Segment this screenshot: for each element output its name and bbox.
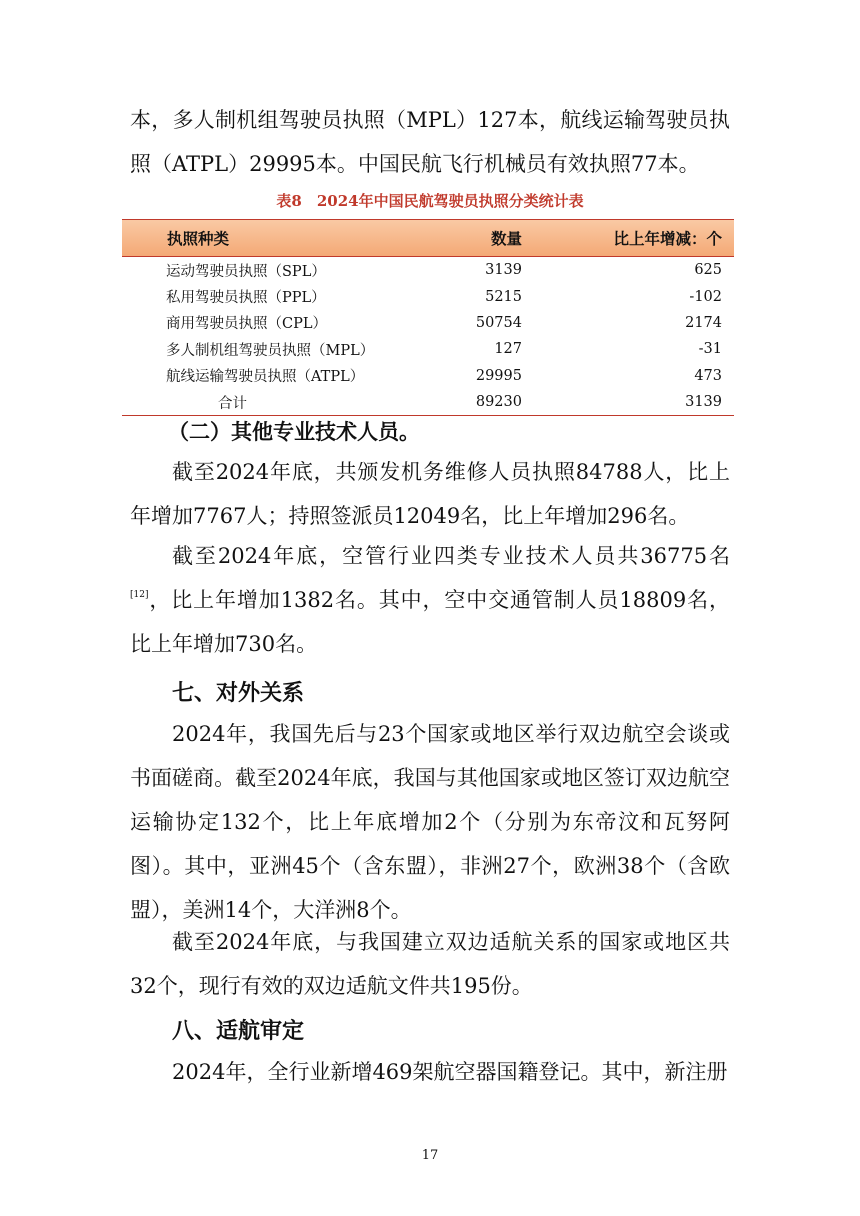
cell-total-change: 3139 (552, 389, 734, 416)
pilot-license-table (122, 219, 734, 416)
table-row (122, 310, 734, 336)
cell-license-type: 多人制机组驾驶员执照（MPL） (166, 342, 375, 359)
paragraph-aircraft-registration: 2024年，全行业新增469架航空器国籍登记。其中，新注册 (172, 1060, 728, 1084)
cell-license-type: 商用驾驶员执照（CPL） (166, 316, 327, 333)
paragraph-bilateral-agreements: 2024年，我国先后与23个国家或地区举行双边航空会谈或书面磋商。截至2024年底，我国与其他国家或地区签订双边航空运输协定132个，比上年底增加2个（分别为东帝汶和瓦努阿图）。其中，亚洲45个（含东盟），非洲27个，欧洲38个（含欧盟），美洲14个，大洋洲8个。 (130, 722, 730, 922)
header-license-type: 执照种类 (122, 220, 392, 257)
header-change: 比上年增减：个 (552, 220, 734, 257)
atc-text-part1: 截至2024年底，空管行业四类专业技术人员共36775名 (172, 544, 730, 568)
paragraph-maintenance-licenses: 截至2024年底，共颁发机务维修人员执照84788人，比上年增加7767人；持照签派员12049名，比上年增加296名。 (130, 460, 730, 528)
cell-license-type: 私用驾驶员执照（PPL） (166, 290, 326, 307)
cell-change: -102 (689, 288, 722, 305)
footnote-ref: [12] (130, 590, 149, 600)
paragraph-airworthiness-relations: 截至2024年底，与我国建立双边适航关系的国家或地区共32个，现行有效的双边适航文件共195份。 (130, 930, 730, 998)
paragraph-atc-staff (130, 534, 730, 666)
section-heading-airworthiness: 八、适航审定 (172, 1019, 305, 1044)
subsection-heading-other-staff: （二）其他专业技术人员。 (168, 420, 420, 444)
cell-change: 2174 (685, 314, 722, 331)
cell-quantity: 5215 (485, 288, 522, 305)
table-header-row (122, 220, 734, 257)
cell-quantity: 127 (494, 341, 522, 358)
table-row (122, 283, 734, 309)
table-caption: 表8 2024年中国民航驾驶员执照分类统计表 (276, 192, 584, 210)
atc-text-part2: ，比上年增加1382名。其中，空中交通管制人员18809名，比上年增加730名。 (130, 588, 730, 656)
cell-change: 625 (694, 262, 722, 279)
cell-total-quantity: 89230 (392, 389, 552, 416)
page-number: 17 (421, 1148, 439, 1163)
intro-paragraph: 本，多人制机组驾驶员执照（MPL）127本，航线运输驾驶员执照（ATPL）29995本。中国民航飞行机械员有效执照77本。 (130, 108, 730, 176)
cell-change: 473 (694, 367, 722, 384)
table-row (122, 363, 734, 389)
section-heading-foreign-relations: 七、对外关系 (172, 681, 305, 706)
cell-total-label: 合计 (122, 389, 392, 416)
table-row (122, 336, 734, 362)
table-total-row (122, 389, 734, 416)
header-quantity: 数量 (392, 220, 552, 257)
cell-quantity: 3139 (485, 262, 522, 279)
table-row (122, 257, 734, 284)
cell-change: -31 (698, 341, 722, 358)
cell-quantity: 50754 (475, 314, 522, 331)
cell-quantity: 29995 (475, 367, 522, 384)
cell-license-type: 运动驾驶员执照（SPL） (166, 263, 326, 280)
cell-license-type: 航线运输驾驶员执照（ATPL） (166, 369, 365, 386)
